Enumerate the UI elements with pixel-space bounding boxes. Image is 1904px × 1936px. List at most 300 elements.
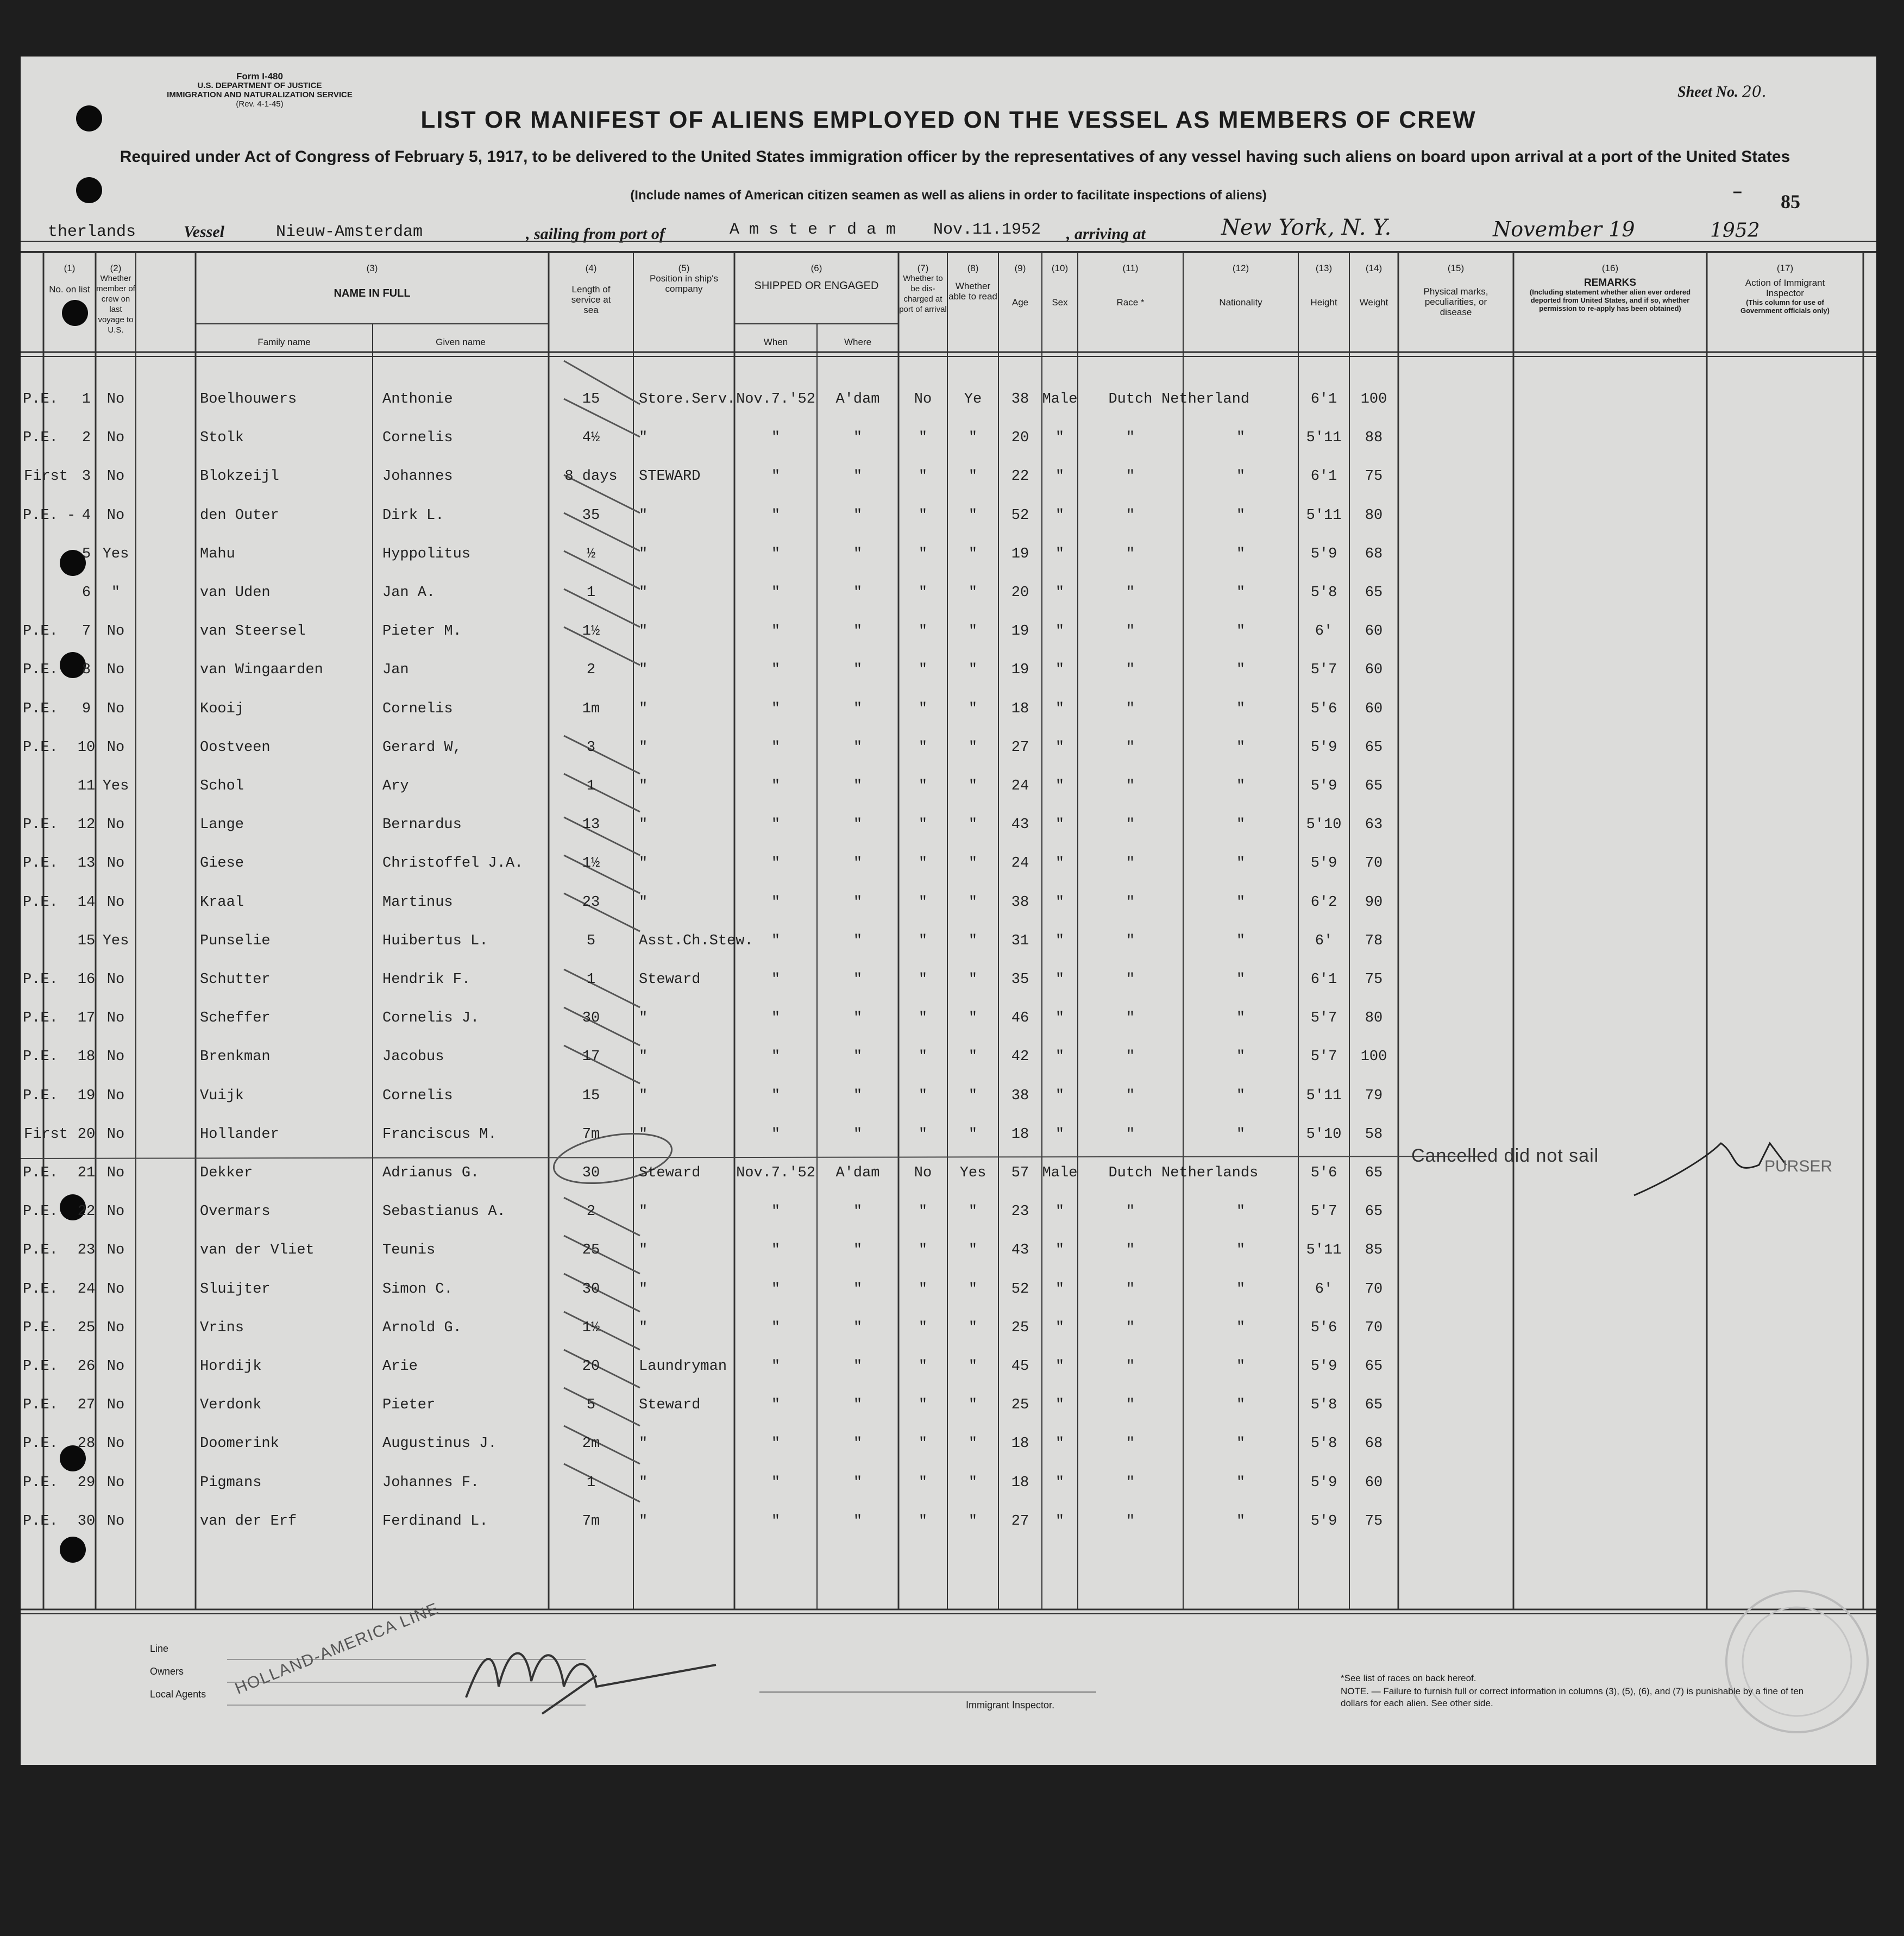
row-sex: "	[1055, 585, 1065, 601]
row-race: "	[1126, 933, 1135, 949]
row-position: "	[639, 894, 648, 911]
row-service-length: 30	[582, 1165, 600, 1181]
row-given-name: Pieter M.	[382, 623, 462, 640]
row-mark: P.E.	[23, 391, 58, 408]
row-shipped-where: "	[853, 546, 863, 562]
row-weight: 85	[1365, 1242, 1383, 1258]
row-weight: 65	[1365, 585, 1383, 601]
row-shipped-where: "	[853, 1281, 863, 1298]
row-height: 5'6	[1310, 701, 1337, 717]
row-able-to-read: "	[968, 894, 978, 911]
row-shipped-where: "	[853, 468, 863, 485]
row-nationality: "	[1236, 701, 1246, 717]
row-shipped-where: "	[853, 1358, 863, 1375]
purser-stamp: PURSER	[1764, 1157, 1833, 1175]
row-race: "	[1126, 662, 1135, 678]
row-position: "	[639, 1049, 648, 1065]
row-given-name: Augustinus J.	[382, 1436, 497, 1452]
table-row	[21, 933, 1876, 960]
row-nationality: "	[1236, 972, 1246, 988]
row-shipped-where: "	[853, 1010, 863, 1026]
row-able-to-read: "	[968, 1010, 978, 1026]
row-sex: "	[1055, 1204, 1065, 1220]
row-last-voyage: No	[106, 1513, 125, 1530]
row-given-name: Teunis	[382, 1242, 436, 1258]
row-mark: P.E.	[23, 894, 58, 911]
row-nationality: "	[1236, 1475, 1246, 1491]
row-able-to-read: Yes	[959, 1165, 986, 1181]
row-able-to-read: Ye	[964, 391, 982, 408]
row-family-name: Pigmans	[200, 1475, 262, 1491]
col-header-age-num: (9)	[1014, 263, 1026, 273]
row-shipped-where: A'dam	[835, 1165, 880, 1181]
row-nationality: "	[1236, 778, 1246, 794]
row-family-name: Stolk	[200, 430, 244, 446]
col-header-sex	[1042, 263, 1078, 308]
row-weight: 70	[1365, 855, 1383, 872]
row-service-length: 20	[582, 1358, 600, 1375]
row-age: 24	[1011, 855, 1029, 872]
row-shipped-where: "	[853, 1397, 863, 1413]
row-discharged: No	[914, 1165, 932, 1181]
row-height: 5'11	[1306, 430, 1342, 446]
table-row	[21, 1204, 1876, 1231]
arrival-port: New York, N. Y.	[1221, 215, 1392, 240]
row-shipped-where: "	[853, 508, 863, 524]
row-race: "	[1126, 623, 1135, 640]
row-number: 2	[81, 430, 91, 446]
row-age: 52	[1011, 1281, 1029, 1298]
col-header-sex-label: Sex	[1052, 297, 1068, 308]
col-header-where: Where	[844, 337, 872, 347]
row-given-name: Arnold G.	[382, 1320, 462, 1336]
table-row	[21, 894, 1876, 922]
row-mark: P.E. -	[23, 508, 76, 524]
row-race: "	[1126, 585, 1135, 601]
row-number: 1	[81, 391, 91, 408]
row-number: 25	[77, 1320, 96, 1336]
row-sex: "	[1055, 662, 1065, 678]
row-family-name: Doomerink	[200, 1436, 279, 1452]
row-age: 18	[1011, 1475, 1029, 1491]
row-shipped-when: "	[771, 1281, 781, 1298]
row-shipped-when: "	[771, 585, 781, 601]
manifest-sheet	[21, 57, 1876, 1765]
row-family-name: Schol	[200, 778, 244, 794]
row-last-voyage: No	[106, 740, 125, 756]
row-shipped-when: "	[771, 468, 781, 485]
row-mark: P.E.	[23, 855, 58, 872]
row-able-to-read: "	[968, 1204, 978, 1220]
row-age: 57	[1011, 1165, 1029, 1181]
row-weight: 63	[1365, 817, 1383, 833]
row-given-name: Cornelis	[382, 701, 453, 717]
row-last-voyage: Yes	[102, 933, 129, 949]
row-last-voyage: No	[106, 391, 125, 408]
row-age: 18	[1011, 701, 1029, 717]
row-age: 38	[1011, 391, 1029, 408]
row-able-to-read: "	[968, 623, 978, 640]
row-able-to-read: "	[968, 1088, 978, 1104]
row-sex: "	[1055, 623, 1065, 640]
row-service-length: 13	[582, 817, 600, 833]
row-number: 19	[77, 1088, 96, 1104]
row-number: 10	[77, 740, 96, 756]
row-shipped-where: "	[853, 1049, 863, 1065]
row-race: "	[1126, 1088, 1135, 1104]
row-shipped-where: "	[853, 1320, 863, 1336]
table-row	[21, 1010, 1876, 1037]
row-given-name: Christoffel J.A.	[382, 855, 524, 872]
row-age: 20	[1011, 585, 1029, 601]
row-able-to-read: "	[968, 1358, 978, 1375]
row-race: Dutch	[1108, 1165, 1153, 1181]
row-mark: P.E.	[23, 430, 58, 446]
row-number: 23	[77, 1242, 96, 1258]
col-header-last-voyage-label: Whether member of crew on last voyage to U.S.	[96, 274, 135, 335]
row-race: "	[1126, 1436, 1135, 1452]
row-nationality: "	[1236, 430, 1246, 446]
row-weight: 65	[1365, 1165, 1383, 1181]
col-header-age	[998, 263, 1042, 308]
row-given-name: Arie	[382, 1358, 418, 1375]
row-last-voyage: Yes	[102, 778, 129, 794]
row-shipped-where: "	[853, 662, 863, 678]
row-sex: Male	[1042, 391, 1078, 408]
row-discharged: "	[918, 1010, 928, 1026]
cancelled-note: Cancelled did not sail	[1411, 1145, 1599, 1166]
row-shipped-where: "	[853, 1204, 863, 1220]
row-race: "	[1126, 817, 1135, 833]
row-family-name: Punselie	[200, 933, 271, 949]
row-nationality: "	[1236, 468, 1246, 485]
row-discharged: "	[918, 972, 928, 988]
row-discharged: "	[918, 933, 928, 949]
row-able-to-read: "	[968, 740, 978, 756]
row-last-voyage: No	[106, 1281, 125, 1298]
row-given-name: Gerard W,	[382, 740, 462, 756]
row-family-name: Overmars	[200, 1204, 271, 1220]
row-discharged: "	[918, 662, 928, 678]
row-nationality: "	[1236, 1281, 1246, 1298]
row-service-length: 25	[582, 1242, 600, 1258]
row-height: 5'9	[1310, 740, 1337, 756]
row-nationality: "	[1236, 546, 1246, 562]
col-header-shipped-num: (6)	[810, 263, 822, 273]
row-position: STEWARD	[639, 468, 701, 485]
row-number: 22	[77, 1204, 96, 1220]
table-row	[21, 468, 1876, 496]
row-able-to-read: "	[968, 701, 978, 717]
row-service-length: 7m	[582, 1513, 600, 1530]
col-header-no-label: No. on list	[49, 284, 90, 295]
row-discharged: "	[918, 1475, 928, 1491]
row-number: 14	[77, 894, 96, 911]
row-able-to-read: "	[968, 585, 978, 601]
row-able-to-read: "	[968, 1242, 978, 1258]
row-service-length: 1½	[582, 855, 600, 872]
row-mark: P.E.	[23, 623, 58, 640]
table-row	[21, 1165, 1876, 1192]
row-nationality: "	[1236, 817, 1246, 833]
footer-agents-label: Local Agents	[150, 1689, 206, 1700]
table-row	[21, 740, 1876, 767]
table-row	[21, 508, 1876, 535]
row-sex: "	[1055, 817, 1065, 833]
row-last-voyage: No	[106, 972, 125, 988]
row-service-length: 30	[582, 1010, 600, 1026]
row-last-voyage: No	[106, 623, 125, 640]
row-discharged: "	[918, 701, 928, 717]
row-height: 5'9	[1310, 546, 1337, 562]
row-number: 12	[77, 817, 96, 833]
row-age: 20	[1011, 430, 1029, 446]
row-number: 7	[81, 623, 91, 640]
sheet-number-label: Sheet No.	[1677, 84, 1738, 101]
row-discharged: "	[918, 1358, 928, 1375]
row-race: "	[1126, 508, 1135, 524]
row-discharged: "	[918, 817, 928, 833]
row-height: 6'	[1315, 1281, 1333, 1298]
row-height: 5'7	[1310, 1204, 1337, 1220]
col-header-discharged-num: (7)	[917, 263, 929, 273]
col-header-no	[43, 263, 96, 295]
row-age: 43	[1011, 817, 1029, 833]
row-able-to-read: "	[968, 430, 978, 446]
row-family-name: Kraal	[200, 894, 244, 911]
row-family-name: van der Vliet	[200, 1242, 315, 1258]
page-number: 85	[1781, 191, 1800, 212]
vessel-flag: therlands	[48, 223, 136, 241]
row-shipped-when: "	[771, 855, 781, 872]
row-service-length: ½	[586, 546, 596, 562]
col-header-height	[1298, 263, 1349, 308]
row-number: 20	[77, 1126, 96, 1143]
row-able-to-read: "	[968, 1397, 978, 1413]
row-nationality: "	[1236, 740, 1246, 756]
sheet-number-value: 20.	[1742, 83, 1767, 101]
row-number: 29	[77, 1475, 96, 1491]
col-header-shipped-label: SHIPPED OR ENGAGED	[754, 280, 879, 292]
row-given-name: Cornelis J.	[382, 1010, 480, 1026]
row-nationality: "	[1236, 1088, 1246, 1104]
row-age: 19	[1011, 662, 1029, 678]
row-race: "	[1126, 1242, 1135, 1258]
row-shipped-when: "	[771, 1397, 781, 1413]
col-header-nationality-num: (12)	[1232, 263, 1249, 273]
vessel-name: Nieuw-Amsterdam	[276, 223, 423, 241]
row-race: "	[1126, 1281, 1135, 1298]
row-weight: 65	[1365, 778, 1383, 794]
row-height: 6'	[1315, 623, 1333, 640]
row-last-voyage: No	[106, 430, 125, 446]
row-mark: First	[24, 468, 68, 485]
row-service-length: 15	[582, 1088, 600, 1104]
row-race: "	[1126, 1049, 1135, 1065]
row-family-name: Oostveen	[200, 740, 271, 756]
row-nationality: "	[1236, 662, 1246, 678]
row-weight: 75	[1365, 972, 1383, 988]
col-header-nationality	[1183, 263, 1298, 308]
arrival-year: 1952	[1710, 220, 1760, 242]
row-height: 5'7	[1310, 1049, 1337, 1065]
row-family-name: Kooij	[200, 701, 244, 717]
row-shipped-when: "	[771, 1088, 781, 1104]
col-header-physical-label: Physical marks, peculiarities, or disease	[1423, 286, 1488, 317]
row-height: 5'9	[1310, 1358, 1337, 1375]
row-sex: "	[1055, 430, 1065, 446]
row-given-name: Jan	[382, 662, 409, 678]
row-able-to-read: "	[968, 468, 978, 485]
row-age: 22	[1011, 468, 1029, 485]
row-last-voyage: "	[111, 585, 121, 601]
row-able-to-read: "	[968, 1049, 978, 1065]
row-age: 25	[1011, 1397, 1029, 1413]
col-header-name	[196, 263, 549, 299]
table-row	[21, 546, 1876, 573]
row-discharged: "	[918, 1242, 928, 1258]
col-header-read	[947, 263, 998, 302]
row-nationality: "	[1236, 1397, 1246, 1413]
row-shipped-where: "	[853, 778, 863, 794]
row-position: "	[639, 1281, 648, 1298]
row-family-name: Vrins	[200, 1320, 244, 1336]
row-age: 31	[1011, 933, 1029, 949]
arriving-label: , arriving at	[1066, 225, 1146, 243]
row-discharged: "	[918, 1281, 928, 1298]
row-weight: 100	[1360, 1049, 1387, 1065]
row-discharged: "	[918, 740, 928, 756]
row-height: 5'7	[1310, 1010, 1337, 1026]
col-header-position	[633, 263, 734, 294]
row-service-length: 7m	[582, 1126, 600, 1143]
row-given-name: Pieter	[382, 1397, 436, 1413]
row-service-length: 1	[586, 778, 596, 794]
table-row	[21, 855, 1876, 882]
col-header-when: When	[763, 337, 788, 347]
row-shipped-where: "	[853, 1242, 863, 1258]
form-service: IMMIGRATION AND NATURALIZATION SERVICE	[167, 90, 353, 99]
row-position: "	[639, 855, 648, 872]
row-sex: "	[1055, 1242, 1065, 1258]
row-age: 52	[1011, 508, 1029, 524]
row-able-to-read: "	[968, 662, 978, 678]
row-nationality: Netherland	[1161, 391, 1250, 408]
row-weight: 80	[1365, 508, 1383, 524]
row-height: 5'9	[1310, 1513, 1337, 1530]
row-age: 23	[1011, 1204, 1029, 1220]
row-service-length: 3	[586, 740, 596, 756]
row-able-to-read: "	[968, 1320, 978, 1336]
row-service-length: 1m	[582, 701, 600, 717]
row-age: 19	[1011, 546, 1029, 562]
row-age: 25	[1011, 1320, 1029, 1336]
row-position: "	[639, 508, 648, 524]
row-discharged: "	[918, 508, 928, 524]
col-header-name-label: NAME IN FULL	[334, 287, 411, 299]
row-able-to-read: "	[968, 933, 978, 949]
row-last-voyage: No	[106, 1010, 125, 1026]
row-nationality: "	[1236, 1242, 1246, 1258]
col-header-remarks-num: (16)	[1601, 263, 1619, 273]
row-last-voyage: No	[106, 662, 125, 678]
row-number: 28	[77, 1436, 96, 1452]
form-department: U.S. DEPARTMENT OF JUSTICE	[197, 81, 322, 90]
row-weight: 68	[1365, 1436, 1383, 1452]
row-discharged: "	[918, 1397, 928, 1413]
row-discharged: "	[918, 1126, 928, 1143]
company-stamp: HOLLAND-AMERICA LINE	[232, 1599, 442, 1698]
row-age: 24	[1011, 778, 1029, 794]
table-row	[21, 1475, 1876, 1502]
row-discharged: "	[918, 1088, 928, 1104]
row-height: 5'6	[1310, 1320, 1337, 1336]
col-header-weight-num: (14)	[1365, 263, 1383, 273]
row-nationality: "	[1236, 1436, 1246, 1452]
row-mark: P.E.	[23, 1204, 58, 1220]
row-discharged: "	[918, 778, 928, 794]
row-able-to-read: "	[968, 1513, 978, 1530]
table-row	[21, 1088, 1876, 1115]
col-header-race-num: (11)	[1122, 263, 1139, 273]
row-last-voyage: No	[106, 1204, 125, 1220]
row-family-name: Dekker	[200, 1165, 253, 1181]
row-mark: P.E.	[23, 1049, 58, 1065]
row-shipped-where: "	[853, 817, 863, 833]
row-able-to-read: "	[968, 1126, 978, 1143]
row-sex: "	[1055, 1475, 1065, 1491]
row-nationality: "	[1236, 1358, 1246, 1375]
row-service-length: 30	[582, 1281, 600, 1298]
row-weight: 88	[1365, 430, 1383, 446]
form-identifier	[118, 72, 401, 109]
row-given-name: Anthonie	[382, 391, 453, 408]
row-position: Store.Serv.	[639, 391, 736, 408]
row-family-name: Verdonk	[200, 1397, 262, 1413]
row-mark: P.E.	[23, 1397, 58, 1413]
row-height: 5'8	[1310, 1436, 1337, 1452]
row-race: Dutch	[1108, 391, 1153, 408]
signature-mark	[433, 1621, 770, 1730]
col-header-discharged	[898, 263, 947, 315]
row-shipped-where: A'dam	[835, 391, 880, 408]
row-given-name: Johannes	[382, 468, 453, 485]
row-service-length: 1½	[582, 1320, 600, 1336]
row-weight: 60	[1365, 1475, 1383, 1491]
row-mark: P.E.	[23, 817, 58, 833]
row-last-voyage: No	[106, 468, 125, 485]
row-race: "	[1126, 1513, 1135, 1530]
col-header-inspector-note: (This column for use of Government officials only)	[1740, 298, 1830, 315]
row-nationality: "	[1236, 855, 1246, 872]
row-shipped-when: "	[771, 662, 781, 678]
row-weight: 75	[1365, 468, 1383, 485]
row-number: 8	[81, 662, 91, 678]
row-service-length: 17	[582, 1049, 600, 1065]
row-number: 27	[77, 1397, 96, 1413]
row-height: 5'9	[1310, 855, 1337, 872]
row-race: "	[1126, 1126, 1135, 1143]
row-shipped-when: "	[771, 1010, 781, 1026]
row-sex: "	[1055, 1513, 1065, 1530]
row-family-name: Mahu	[200, 546, 235, 562]
col-header-weight-label: Weight	[1359, 297, 1388, 308]
row-shipped-when: "	[771, 1513, 781, 1530]
row-position: Steward	[639, 1165, 701, 1181]
row-given-name: Cornelis	[382, 430, 453, 446]
row-number: 9	[81, 701, 91, 717]
row-shipped-when: Nov.7.'52	[736, 1165, 815, 1181]
